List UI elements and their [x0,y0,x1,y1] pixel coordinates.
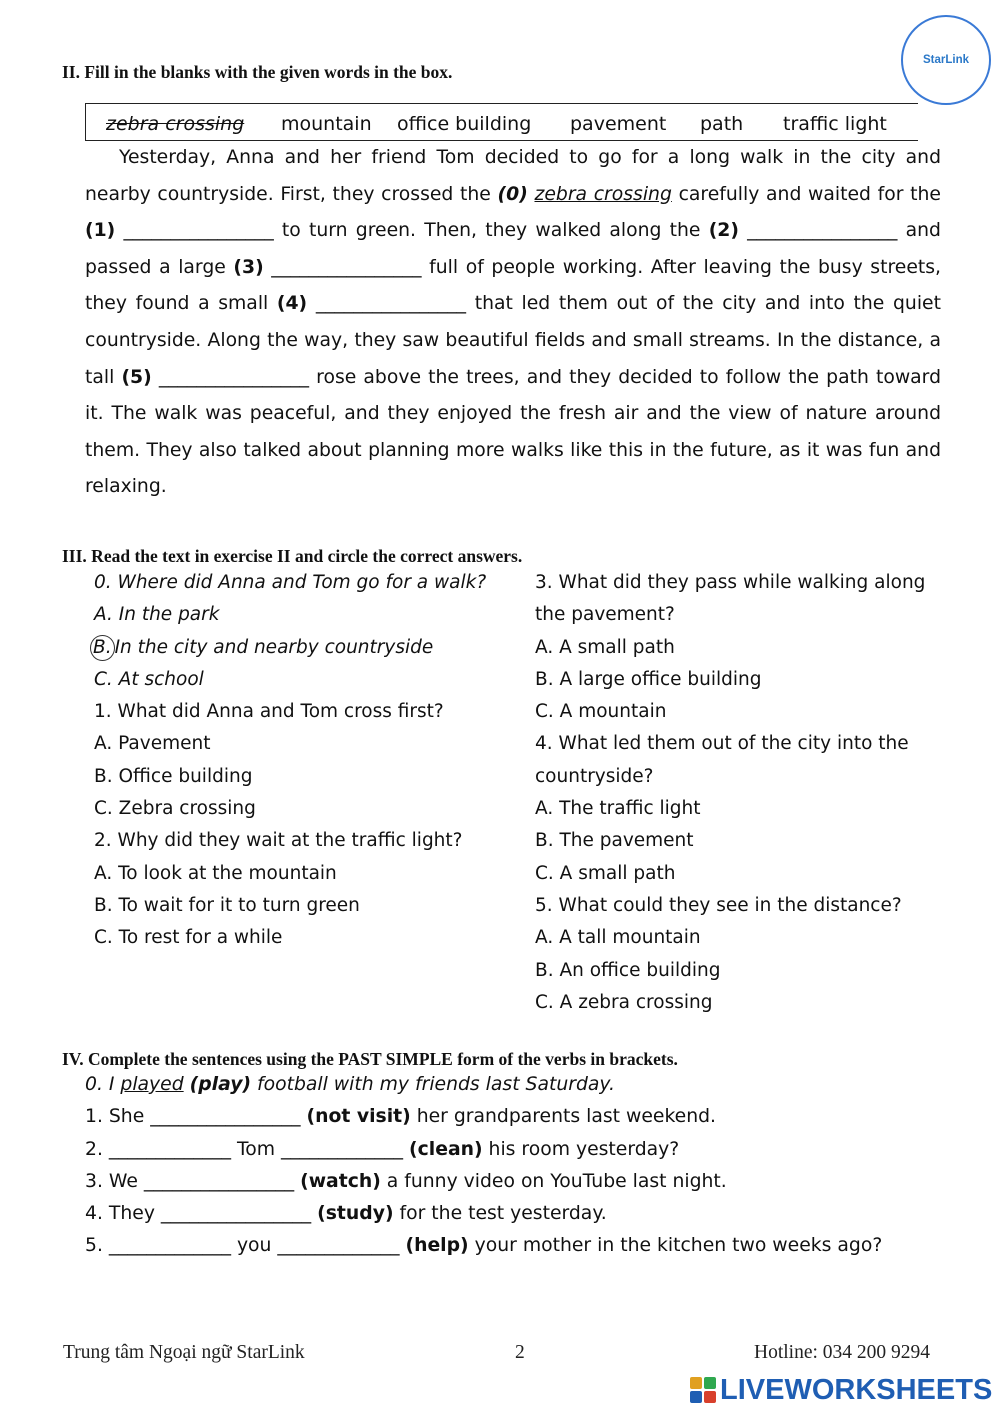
section-2-heading: II. Fill in the blanks with the given words in the box. [62,62,453,82]
word-zebra-crossing: zebra crossing [106,113,245,135]
blank-number-3: (3) [233,256,264,278]
sentence-1 [85,1101,882,1133]
section-4-heading: IV. Complete the sentences using the PAST SIMPLE form of the verbs in brackets. [62,1049,678,1069]
blank-2[interactable]: ________________ [747,220,898,242]
sentence-text: 4. They [85,1203,161,1225]
blank[interactable]: _____________ [108,1235,231,1257]
sentence-text: a funny video on YouTube last night. [380,1170,727,1192]
question-2: 2. Why did they wait at the traffic light? [94,830,463,852]
option-3b[interactable]: B. A large office building [535,668,762,690]
option-0b-text: In the city and nearby countryside [114,636,434,658]
sentence-text: 0. I [85,1074,121,1095]
past-simple-exercise [85,1069,882,1263]
option-1a[interactable]: A. Pavement [94,733,211,755]
option-1b[interactable]: B. Office building [94,765,253,787]
sentence-5 [85,1230,882,1262]
sentence-text: for the test yesterday. [393,1203,607,1225]
word-pavement: pavement [570,113,667,135]
option-2c[interactable]: C. To rest for a while [94,927,283,949]
option-0b-circled[interactable]: B. [90,635,115,661]
verb-hint: (not visit) [306,1106,411,1128]
sentence-0 [85,1069,882,1101]
blank-4[interactable]: ________________ [315,293,467,315]
blank-1[interactable]: ________________ [123,220,274,242]
sentence-4 [85,1198,882,1230]
word-path: path [700,113,744,135]
logo-text: StarLink [922,54,969,66]
sentence-text: football with my friends last Saturday. [251,1074,615,1095]
option-2a[interactable]: A. To look at the mountain [94,862,337,884]
liveworksheets-watermark [690,1372,992,1408]
word-box [85,103,918,141]
footer-center-name: Trung tâm Ngoại ngữ StarLink [63,1342,305,1363]
sentence-text: 3. We [85,1170,144,1192]
word-traffic-light: traffic light [783,113,887,135]
blank-number-5: (5) [121,366,152,388]
passage-text: Yesterday, Anna and her friend Tom decided to go for a long walk in the city and nearby countryside. First, they crossed the [85,147,941,205]
sentence-text: Tom [230,1138,281,1160]
passage-text: rose above the trees, and they decided to follow the path toward it. The walk was peaceful, and they enjoyed the fresh air and the view of nature around them. They also talked about planning more walks like this in the future, as it was fun and relaxing. [85,366,941,498]
sentence-text: you [230,1235,278,1257]
blank-5[interactable]: ________________ [158,366,310,388]
blank-number-1: (1) [85,220,116,242]
option-5a[interactable]: A. A tall mountain [535,927,701,949]
question-0: 0. Where did Anna and Tom go for a walk? [94,572,487,593]
option-0a[interactable]: A. In the park [94,604,220,626]
blank[interactable]: _____________ [280,1138,404,1160]
passage-text: that led them out of the city and into the quiet countryside. Along the way, they saw beautiful fields and small streams. In the distance, a tall [85,293,941,388]
watermark-text: LIVEWORKSHEETS [720,1373,993,1406]
option-5b[interactable]: B. An office building [535,959,721,981]
blank[interactable]: ________________ [160,1203,312,1225]
starlink-logo [901,15,991,105]
question-5: 5. What could they see in the distance? [535,894,902,916]
sentence-text: his room yesterday? [482,1138,680,1160]
word-mountain: mountain [281,113,372,135]
option-3c[interactable]: C. A mountain [535,701,667,723]
passage-text: full of people working. After leaving the busy streets, they found a small [85,256,941,315]
option-4c[interactable]: C. A small path [535,862,676,884]
blank-number-4: (4) [276,293,308,315]
blank[interactable]: ________________ [150,1106,301,1128]
option-5c[interactable]: C. A zebra crossing [535,991,713,1013]
blank[interactable]: _____________ [108,1138,231,1160]
verb-hint: (study) [317,1203,394,1225]
verb-hint: (help) [405,1235,469,1257]
sentence-text: 1. She [85,1106,151,1128]
option-0c[interactable]: C. At school [94,668,204,690]
sentence-text: 2. [85,1138,109,1160]
sentence-text: 5. [85,1235,109,1257]
sentence-text: your mother in the kitchen two weeks ago? [468,1235,883,1257]
questions-left-column [94,567,486,955]
sentence-2 [85,1134,882,1166]
option-3a[interactable]: A. A small path [535,636,675,658]
option-4b[interactable]: B. The pavement [535,830,694,852]
word-office-building: office building [397,113,532,135]
footer-hotline: Hotline: 034 200 9294 [754,1342,931,1363]
question-3-line-2: the pavement? [535,604,675,626]
questions-right-column [535,567,925,1019]
blank-3[interactable]: ________________ [271,256,422,278]
sentence-3 [85,1166,882,1198]
passage-text: to turn green. Then, they walked along the [273,220,709,242]
example-answer: zebra crossing [534,183,672,205]
example-answer: played [120,1074,184,1095]
sentence-text: her grandparents last weekend. [410,1106,717,1128]
passage-text: and passed a large [85,220,941,278]
option-2b[interactable]: B. To wait for it to turn green [94,894,360,916]
question-3-line-1: 3. What did they pass while walking along [535,572,926,593]
blank[interactable]: ________________ [143,1170,295,1192]
verb-hint: (play) [189,1074,252,1095]
question-4-line-1: 4. What led them out of the city into the [535,733,909,755]
reading-passage [85,140,941,506]
option-4a[interactable]: A. The traffic light [535,798,701,820]
page-number: 2 [515,1342,525,1363]
passage-text: carefully and waited for the [671,183,941,205]
question-1: 1. What did Anna and Tom cross first? [94,701,444,723]
verb-hint: (watch) [300,1170,381,1192]
question-4-line-2: countryside? [535,765,654,787]
verb-hint: (clean) [409,1138,483,1160]
blank[interactable]: _____________ [277,1235,400,1257]
liveworksheets-logo-icon [690,1377,716,1403]
blank-number-0: (0) [497,183,528,205]
section-3-heading: III. Read the text in exercise II and circle the correct answers. [62,546,523,566]
option-1c[interactable]: C. Zebra crossing [94,798,256,820]
blank-number-2: (2) [708,220,739,242]
